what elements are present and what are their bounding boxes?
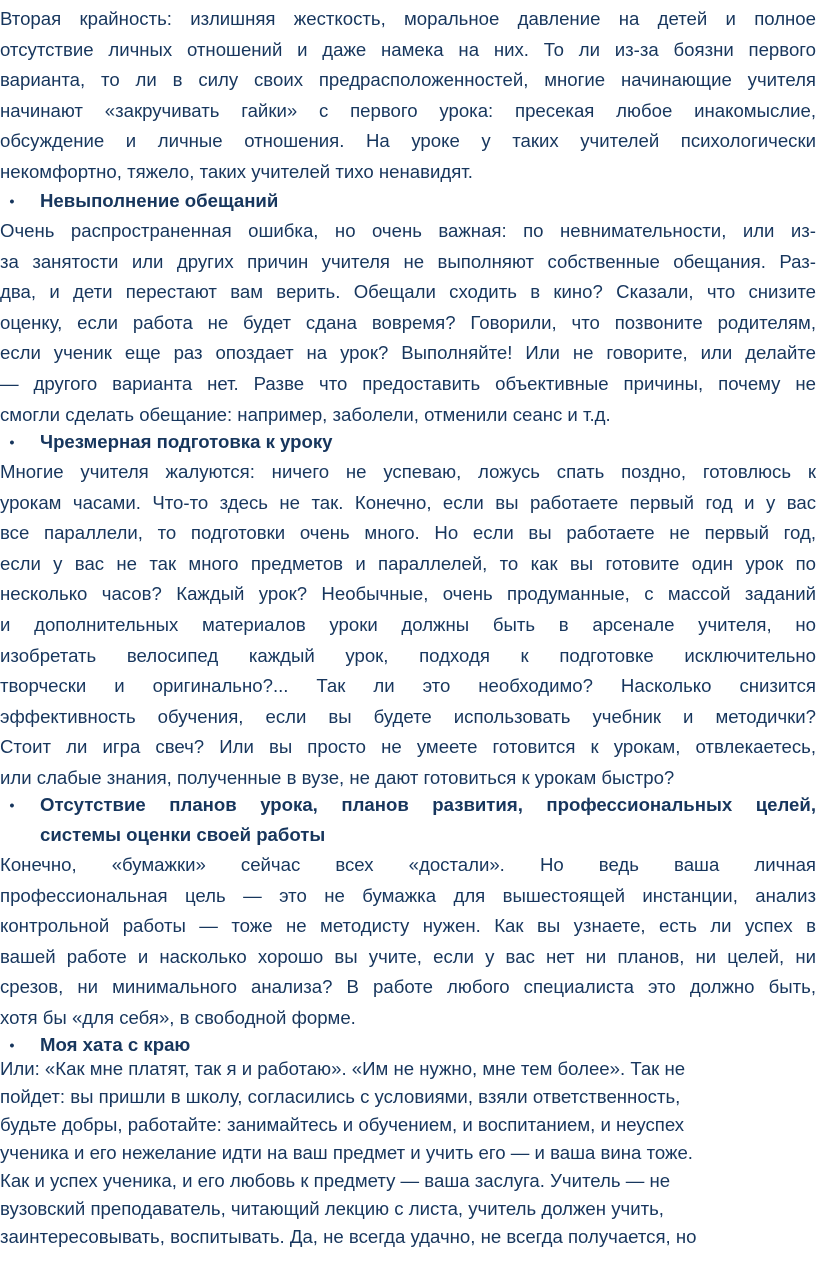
paragraph-preparation [0, 457, 816, 794]
text-line: Как и успех ученика, и его любовь к предмету — ваша заслуга. Учитель — не [0, 1170, 671, 1191]
text-line: — другого варианта нет. Разве что предоставить объективные причины, почему не [0, 372, 816, 394]
text-line: отсутствие личных отношений и даже намека на них. То ли из-за боязни первого [0, 38, 816, 60]
bullet-icon: • [9, 1037, 15, 1053]
text-line: заинтересовывать, воспитывать. Да, не всегда удачно, не всегда получается, но [0, 1226, 697, 1247]
text-line: за занятости или других причин учителя не выполняют собственные обещания. Раз- [0, 250, 816, 272]
text-line: эффективность обучения, если вы будете использовать учебник и методички? [0, 705, 816, 727]
paragraph-promises [0, 216, 816, 430]
heading-text: Отсутствие планов урока, планов развития, профессиональных целей, [40, 794, 816, 815]
bullet-icon: • [9, 797, 15, 813]
text-line: и дополнительных материалов уроки должны быть в арсенале учителя, но [0, 613, 816, 635]
text-line: изобретать велосипед каждый урок, подходя к подготовке исключительно [0, 644, 816, 666]
paragraph-responsibility [0, 1055, 816, 1251]
text-line: Конечно, «бумажки» сейчас всех «достали». Но ведь ваша личная [0, 854, 816, 875]
heading-text: Чрезмерная подготовка к уроку [40, 431, 333, 452]
text-line: будьте добры, работайте: занимайтесь и обучением, и воспитанием, и неуспех [0, 1114, 685, 1135]
text-line: вашей работе и насколько хорошо вы учите, если у вас нет ни планов, ни целей, ни [0, 945, 816, 967]
text-line: контрольной работы — тоже не методисту нужен. Как вы узнаете, есть ли успех в [0, 915, 816, 937]
paragraph-extreme-strictness [0, 4, 816, 188]
text-line: два, и дети перестают вам верить. Обещали сходить в кино? Сказали, что снизите [0, 281, 816, 303]
text-line: урокам часами. Что-то здесь не так. Конечно, если вы работаете первый год и у вас [0, 491, 816, 513]
text-line: все параллели, то подготовки очень много. Но если вы работаете не первый год, [0, 522, 816, 544]
text-line: Стоит ли игра свеч? Или вы просто не умеете готовится к урокам, отвлекаетесь, [0, 736, 816, 758]
text-line: если ученик еще раз опоздает на урок? Выполняйте! Или не говорите, или делайте [0, 342, 816, 364]
heading-text: Невыполнение обещаний [40, 190, 279, 211]
text-line: оценку, если работа не будет сдана вовремя? Говорили, что позвоните родителям, [0, 311, 816, 333]
text-line: Или: «Как мне платят, так я и работаю». «Им не нужно, мне тем более». Так не [0, 1058, 686, 1079]
heading-missing-plans [0, 790, 816, 852]
text-line: хотя бы «для себя», в свободной форме. [0, 1006, 356, 1028]
text-line: несколько часов? Каждый урок? Необычные, очень продуманные, с массой заданий [0, 583, 816, 605]
text-line: начинают «закручивать гайки» с первого урока: пресекая любое инакомыслие, [0, 99, 816, 121]
text-line: Многие учителя жалуются: ничего не успеваю, ложусь спать поздно, готовлюсь к [0, 461, 816, 482]
text-line: срезов, ни минимального анализа? В работе любого специалиста это должно быть, [0, 976, 816, 998]
bullet-icon: • [9, 193, 15, 209]
text-line: пойдет: вы пришли в школу, согласились с условиями, взяли ответственность, [0, 1086, 681, 1107]
heading-text: Моя хата с краю [40, 1034, 191, 1055]
text-line: Очень распространенная ошибка, но очень важная: по невнимательности, или из- [0, 220, 816, 241]
text-line: некомфортно, тяжело, таких учителей тихо ненавидят. [0, 160, 473, 182]
text-line: если у вас не так много предметов и параллелей, то как вы готовите один урок по [0, 552, 816, 574]
bullet-icon: • [9, 434, 15, 450]
text-line: вузовский преподаватель, читающий лекцию с листа, учитель должен учить, [0, 1198, 664, 1219]
text-line: Вторая крайность: излишняя жесткость, моральное давление на детей и полное [0, 8, 816, 29]
text-line: смогли сделать обещание: например, заболели, отменили сеанс и т.д. [0, 403, 611, 425]
text-line: ученика и его нежелание идти на ваш предмет и учить его — и ваша вина тоже. [0, 1142, 693, 1163]
text-line: варианта, то ли в силу своих предрасположенностей, многие начинающие учителя [0, 69, 816, 91]
text-line: обсуждение и личные отношения. На уроке у таких учителей психологически [0, 130, 816, 152]
text-line: творчески и оригинально?... Так ли это необходимо? Насколько снизится [0, 675, 816, 697]
heading-text: системы оценки своей работы [40, 824, 326, 845]
paragraph-plans [0, 850, 816, 1034]
text-line: или слабые знания, полученные в вузе, не дают готовиться к урокам быстро? [0, 766, 675, 788]
text-line: профессиональная цель — это не бумажка для вышестоящей инстанции, анализ [0, 884, 816, 906]
